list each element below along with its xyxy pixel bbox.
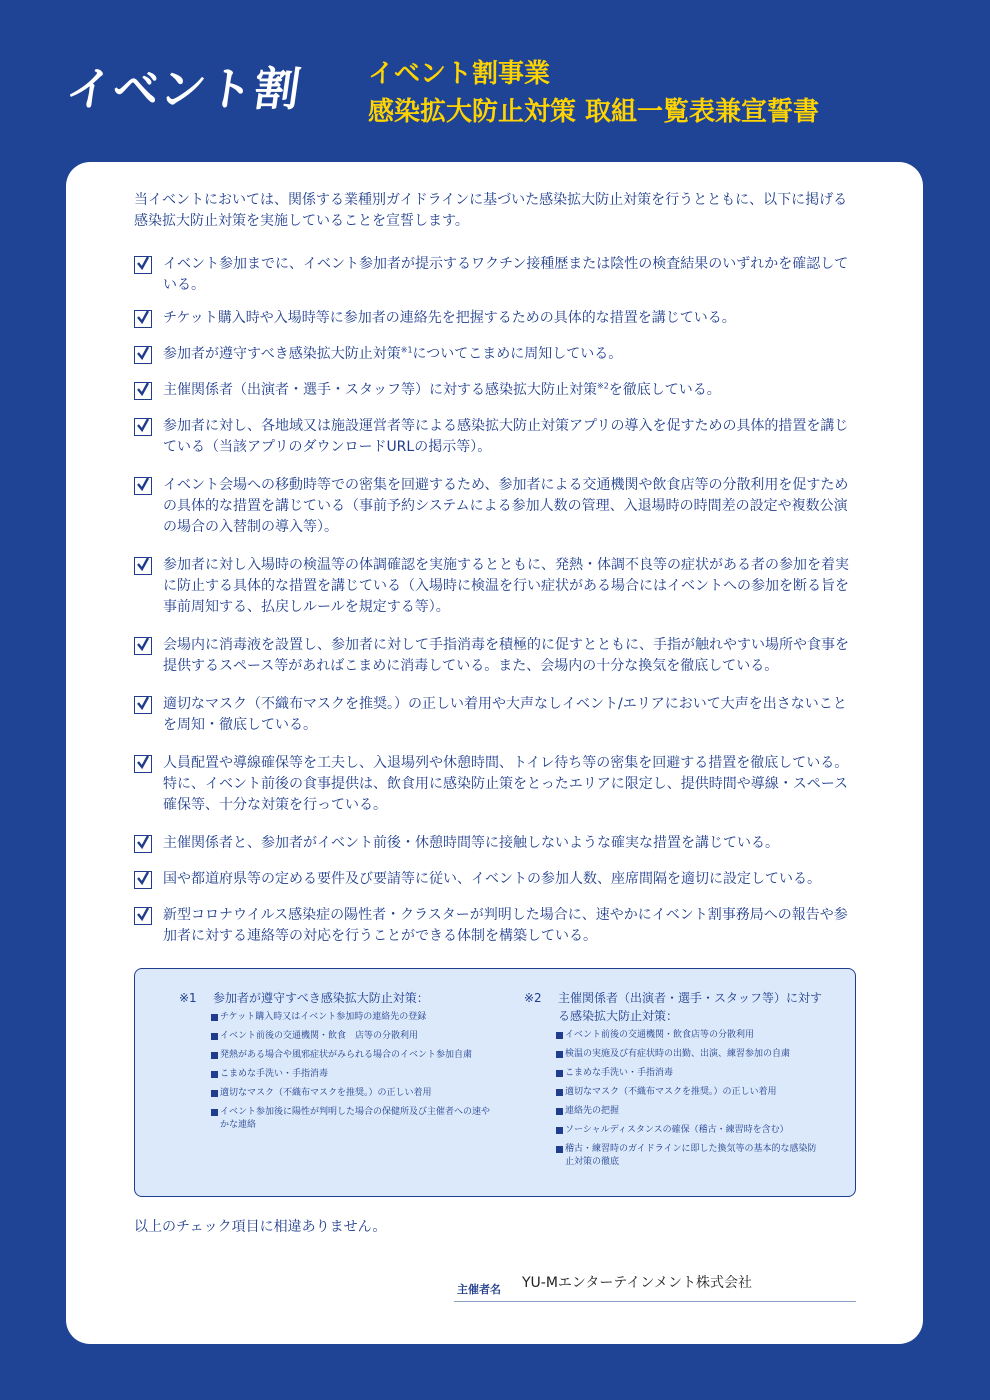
note-list-item: 発熱がある場合や風邪症状がみられる場合のイベント参加自粛 bbox=[211, 1049, 497, 1062]
square-bullet-icon bbox=[556, 1127, 563, 1134]
square-bullet-icon bbox=[556, 1051, 563, 1058]
note-list-item: ソーシャルディスタンスの確保（稽古・練習時を含む） bbox=[556, 1124, 824, 1137]
checklist-item bbox=[134, 254, 860, 296]
organizer-label: 主催者名 bbox=[457, 1283, 501, 1296]
checkbox-checked-icon[interactable] bbox=[134, 557, 152, 575]
checklist-item-text: 適切なマスク（不織布マスクを推奨。）の正しい着用や大声なしイベント/エリアにおいて大声を出さないことを周知・徹底している。 bbox=[163, 696, 847, 733]
checkbox-checked-icon[interactable] bbox=[134, 346, 152, 364]
checkbox-checked-icon[interactable] bbox=[134, 256, 152, 274]
note-list-item: イベント参加後に陽性が判明した場合の保健所及び主催者への速やかな連絡 bbox=[211, 1106, 497, 1132]
checklist-item-text: 国や都道府県等の定める要件及び要請等に従い、イベントの参加人数、座席間隔を適切に設定している。 bbox=[163, 871, 821, 887]
note-2-heading: 主催関係者（出演者・選手・スタッフ等）に対する感染拡大防止対策： bbox=[558, 991, 823, 1023]
note-list-item: イベント前後の交通機関・飲食 店等の分散利用 bbox=[211, 1030, 497, 1043]
square-bullet-icon bbox=[211, 1052, 218, 1059]
checklist-item-text: 主催関係者（出演者・選手・スタッフ等）に対する感染拡大防止対策$^{※2}$を徹底している。 bbox=[163, 381, 721, 398]
checkbox-checked-icon[interactable] bbox=[134, 382, 152, 400]
checklist bbox=[134, 254, 860, 962]
intro-text: 当イベントにおいては、関係する業種別ガイドラインに基づいた感染拡大防止対策を行うとともに、以下に掲げる感染拡大防止対策を実施していることを宣誓します。 bbox=[134, 192, 848, 229]
checklist-item bbox=[134, 753, 860, 816]
checklist-item bbox=[134, 833, 860, 854]
checklist-item bbox=[134, 905, 860, 947]
checkbox-checked-icon[interactable] bbox=[134, 871, 152, 889]
checklist-item-text: 新型コロナウイルス感染症の陽性者・クラスターが判明した場合に、速やかにイベント割事務局への報告や参加者に対する連絡等の対応を行うことができる体制を構築している。 bbox=[163, 907, 848, 944]
checkbox-checked-icon[interactable] bbox=[134, 477, 152, 495]
checklist-item-text: 主催関係者と、参加者がイベント前後・休憩時間等に接触しないような確実な措置を講じている。 bbox=[163, 835, 779, 851]
footnote-ref: ※1 bbox=[400, 345, 413, 355]
square-bullet-icon bbox=[211, 1071, 218, 1078]
note-1-list bbox=[179, 1011, 497, 1132]
square-bullet-icon bbox=[556, 1146, 563, 1153]
checklist-item-text: イベント会場への移動時等での密集を回避するため、参加者による交通機関や飲食店等の分散利用を促すための具体的な措置を講じている（事前予約システムによる参加人数の管理、入退場時の時間差の設定や複数公演の場合の入替制の導入等）。 bbox=[163, 477, 849, 535]
checklist-item bbox=[134, 555, 860, 618]
checkbox-checked-icon[interactable] bbox=[134, 637, 152, 655]
organizer-name: YU-Mエンターテインメント株式会社 bbox=[522, 1275, 752, 1291]
checklist-item-text: 参加者が遵守すべき感染拡大防止対策$^{※1}$についてこまめに周知している。 bbox=[163, 345, 623, 362]
checklist-item-text: 参加者に対し入場時の検温等の体調確認を実施するとともに、発熱・体調不良等の症状がある者の参加を着実に防止する具体的な措置を講じている（入場時に検温を行い症状がある場合にはイベントへの参加を断る旨を事前周知する、払戻しルールを規定する等）。 bbox=[163, 557, 849, 615]
checklist-item bbox=[134, 380, 860, 401]
checklist-item-text: 人員配置や導線確保等を工夫し、入退場列や休憩時間、トイレ待ち等の密集を回避する措置を徹底している。特に、イベント前後の食事提供は、飲食用に感染防止策をとったエリアに限定し、提供時間や導線・スペース確保等、十分な対策を行っている。 bbox=[163, 755, 849, 813]
checklist-item-text: 会場内に消毒液を設置し、参加者に対して手指消毒を積極的に促すとともに、手指が触れやすい場所や食事を提供するスペース等があればこまめに消毒している。また、会場内の十分な換気を徹底している。 bbox=[163, 637, 849, 674]
checklist-item bbox=[134, 344, 860, 365]
checklist-item-text: イベント参加までに、イベント参加者が提示するワクチン接種歴または陰性の検査結果のいずれかを確認している。 bbox=[163, 256, 849, 293]
checkbox-checked-icon[interactable] bbox=[134, 310, 152, 328]
closing-statement: 以上のチェック項目に相違ありません。 bbox=[134, 1219, 387, 1235]
square-bullet-icon bbox=[556, 1070, 563, 1077]
note-list-item: 検温の実施及び有症状時の出勤、出演、練習参加の自粛 bbox=[556, 1048, 824, 1061]
square-bullet-icon bbox=[211, 1033, 218, 1040]
note-1 bbox=[179, 989, 497, 1138]
note-list-item: 稽古・練習時のガイドラインに即した換気等の基本的な感染防止対策の徹底 bbox=[556, 1143, 824, 1169]
note-2 bbox=[524, 989, 824, 1175]
checkbox-checked-icon[interactable] bbox=[134, 907, 152, 925]
square-bullet-icon bbox=[556, 1108, 563, 1115]
note-1-heading: 参加者が遵守すべき感染拡大防止対策： bbox=[213, 991, 429, 1005]
checkbox-checked-icon[interactable] bbox=[134, 755, 152, 773]
checkbox-checked-icon[interactable] bbox=[134, 696, 152, 714]
square-bullet-icon bbox=[556, 1032, 563, 1039]
checkbox-checked-icon[interactable] bbox=[134, 418, 152, 436]
title-line-2: 感染拡大防止対策 取組一覧表兼宣誓書 bbox=[368, 97, 820, 127]
notes-box bbox=[134, 968, 856, 1197]
note-list-item: 連絡先の把握 bbox=[556, 1105, 824, 1118]
organizer-signature-field[interactable] bbox=[454, 1267, 856, 1302]
note-list-item: 適切なマスク（不織布マスクを推奨。）の正しい着用 bbox=[211, 1087, 497, 1100]
square-bullet-icon bbox=[556, 1089, 563, 1096]
checklist-item bbox=[134, 694, 860, 736]
note-list-item: チケット購入時又はイベント参加時の連絡先の登録 bbox=[211, 1011, 497, 1024]
checklist-item bbox=[134, 635, 860, 677]
checkbox-checked-icon[interactable] bbox=[134, 835, 152, 853]
checklist-item-text: チケット購入時や入場時等に参加者の連絡先を把握するための具体的な措置を講じている。 bbox=[163, 310, 736, 326]
note-list-item: こまめな手洗い・手指消毒 bbox=[211, 1068, 497, 1081]
event-wari-logo: イベント割 bbox=[62, 62, 305, 116]
footnote-ref: ※2 bbox=[597, 381, 609, 391]
declaration-card bbox=[66, 162, 923, 1344]
note-list-item: 適切なマスク（不織布マスクを推奨。）の正しい着用 bbox=[556, 1086, 824, 1099]
note-1-mark: ※1 bbox=[179, 991, 197, 1005]
square-bullet-icon bbox=[211, 1014, 218, 1021]
square-bullet-icon bbox=[211, 1090, 218, 1097]
checklist-item bbox=[134, 308, 860, 329]
checklist-item bbox=[134, 475, 860, 538]
checklist-item-text: 参加者に対し、各地域又は施設運営者等による感染拡大防止対策アプリの導入を促すための具体的措置を講じている（当該アプリのダウンロードURLの掲示等）。 bbox=[163, 418, 849, 455]
note-2-mark: ※2 bbox=[524, 991, 542, 1005]
note-2-list bbox=[524, 1029, 824, 1169]
square-bullet-icon bbox=[211, 1109, 218, 1116]
title-line-1: イベント割事業 bbox=[368, 59, 551, 89]
checklist-item bbox=[134, 416, 860, 458]
checklist-item bbox=[134, 869, 860, 890]
note-list-item: こまめな手洗い・手指消毒 bbox=[556, 1067, 824, 1080]
document-title bbox=[368, 55, 819, 131]
note-list-item: イベント前後の交通機関・飲食店等の分散利用 bbox=[556, 1029, 824, 1042]
